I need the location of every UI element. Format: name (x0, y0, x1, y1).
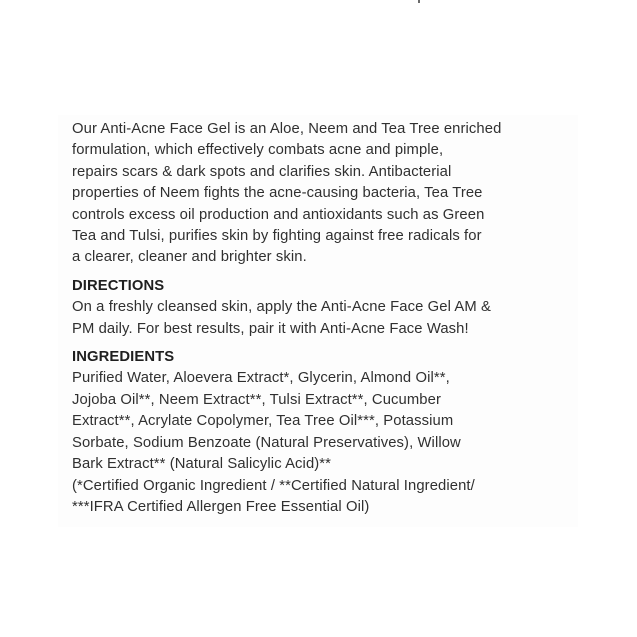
ingredients-heading: INGREDIENTS (72, 349, 175, 366)
stray-mark (418, 0, 420, 3)
section-spacer (72, 269, 552, 276)
directions-text: On a freshly cleansed skin, apply the Anti-Acne Face Gel AM & PM daily. For best results, pair it with Anti-Acne Face Wash! (72, 299, 491, 337)
description-text: Our Anti-Acne Face Gel is an Aloe, Neem and Tea Tree enriched formulation, which effectively combats acne and pimple, repairs scars & dark spots and clarifies skin. Antibacterial properties of Neem fights the acne-causing bacteria, Tea Tree controls excess oil production and antioxidants such as Green Tea and Tulsi, purifies skin by fighting against free radicals for a clearer, cleaner and brighter skin. (72, 121, 502, 266)
product-description-block (72, 119, 552, 518)
directions-heading: DIRECTIONS (72, 277, 165, 294)
section-spacer (72, 340, 552, 347)
ingredients-text: Purified Water, Aloevera Extract*, Glycerin, Almond Oil**, Jojoba Oil**, Neem Extract**, Tulsi Extract**, Cucumber Extract**, Acrylate Copolymer, Tea Tree Oil***, Potassium Sorbate, Sodium Benzoate (Natural Preservatives), Willow Bark Extract** (Natural Salicylic Acid)** (*Certified Organic Ingredient / **Certified Natural Ingredient/ ***IFRA Certified Allergen Free Essential Oil) (72, 370, 475, 515)
